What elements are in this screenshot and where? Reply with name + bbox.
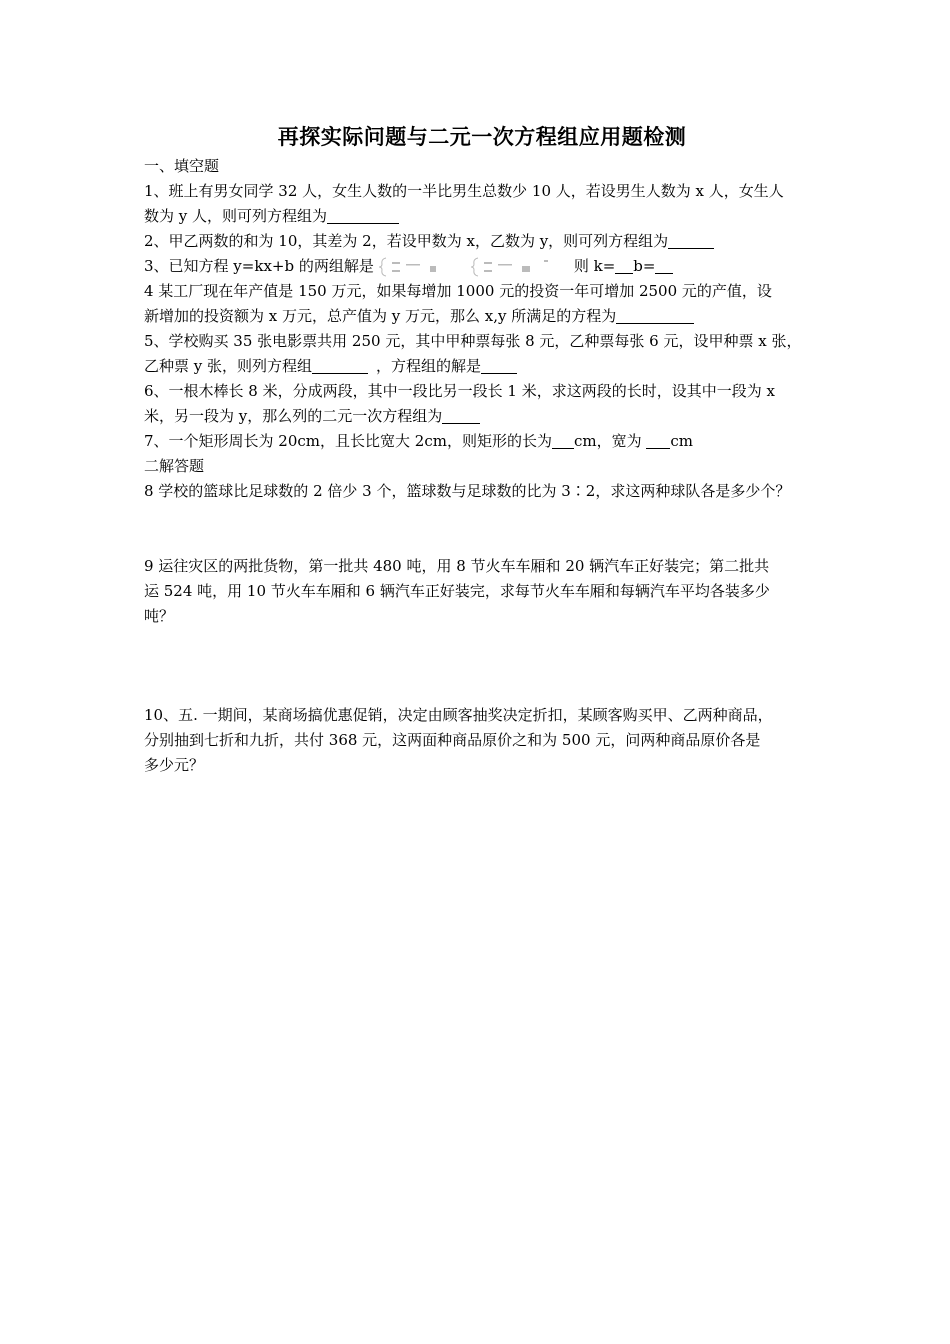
section-fill-heading: 一、填空题 [144,157,220,175]
answer-space-q9[interactable] [144,629,820,703]
equation-image [376,256,572,278]
question-4-text: 新增加的投资额为 x 万元，总产值为 y 万元，那么 x,y 所满足的方程为 [144,307,617,325]
question-10-line-3: 多少元？ [144,756,205,774]
question-10-line-1: 10、五. 一期间，某商场搞优惠促销，决定由顾客抽奖决定折扣，某顾客购买甲、乙两种商品， [144,706,773,724]
question-6-line-2 [144,404,820,429]
answer-blank-q2[interactable] [668,232,714,249]
question-3-line-1 [144,254,820,279]
answer-blank-q5-system[interactable] [312,357,368,374]
question-5-text-a: 乙种票 y 张，则列方程组 [144,357,313,375]
question-7-text-c: cm [670,432,693,450]
answer-blank-q5-solution[interactable] [481,357,517,374]
question-6-line-1: 6、一根木棒长 8 米，分成两段，其中一段比另一段长 1 米，求这两段的长时，设其中一段为 x [144,382,775,400]
answer-blank-q7-length[interactable] [552,432,574,449]
question-9-line-2: 运 524 吨，用 10 节火车车厢和 6 辆汽车正好装完，求每节火车车厢和每辆汽车平均各装多少 [144,582,770,600]
question-5-text-b: ，方程组的解是 [376,357,482,375]
question-9-line-3: 吨？ [144,607,175,625]
document-page [144,120,820,778]
answer-blank-q3-k[interactable] [615,257,633,274]
question-2-line-1 [144,229,820,254]
question-3-b-label: b= [633,257,656,275]
answer-space-q8[interactable] [144,504,820,554]
answer-blank-q6[interactable] [442,407,480,424]
question-4-line-2 [144,304,820,329]
answer-blank-q4[interactable] [616,307,694,324]
question-3-text: 3、已知方程 y=kx+b 的两组解是 [144,257,374,275]
question-9-line-1: 9 运往灾区的两批货物，第一批共 480 吨，用 8 节火车车厢和 20 辆汽车正好装完；第二批共 [144,557,770,575]
question-1-line-1: 1、班上有男女同学 32 人，女生人数的一半比男生总数少 10 人，若设男生人数为 x 人，女生人 [144,182,784,200]
question-2-text: 2、甲乙两数的和为 10，其差为 2，若设甲数为 x，乙数为 y，则可列方程组为 [144,232,669,250]
question-1-text: 数为 y 人，则可列方程组为 [144,207,328,225]
question-5-line-1: 5、学校购买 35 张电影票共用 250 元，其中甲种票每张 8 元，乙种票每张 6 元，设甲种票 x 张， [144,332,802,350]
question-7-text-a: 7、一个矩形周长为 20cm，且长比宽大 2cm，则矩形的长为 [144,432,552,450]
question-7-text-b: cm，宽为 [573,432,647,450]
question-1-line-2 [144,204,820,229]
section-solve-heading: 二解答题 [144,457,205,475]
question-4-line-1: 4 某工厂现在年产值是 150 万元，如果每增加 1000 元的投资一年可增加 2500 元的产值，设 [144,282,772,300]
question-5-line-2 [144,354,820,379]
answer-blank-q7-width[interactable] [646,432,670,449]
question-10-line-2: 分别抽到七折和九折，共付 368 元，这两面种商品原价之和为 500 元，问两种商品原价各是 [144,731,761,749]
question-8-line-1: 8 学校的篮球比足球数的 2 倍少 3 个，篮球数与足球数的比为 3∶2，求这两种球队各是多少个？ [144,482,791,500]
question-6-text: 米，另一段为 y，那么列的二元一次方程组为 [144,407,443,425]
answer-blank-q1[interactable] [327,207,399,224]
answer-blank-q3-b[interactable] [655,257,673,274]
question-7-line-1 [144,429,820,454]
question-3-k-label: 则 k= [573,257,616,275]
document-title: 再探实际问题与二元一次方程组应用题检测 [277,124,687,149]
